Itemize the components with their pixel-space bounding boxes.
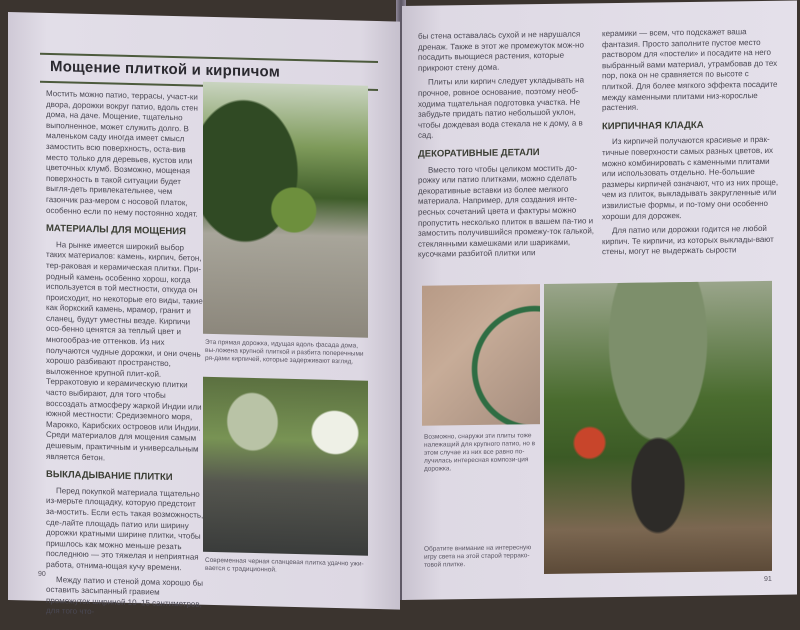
- garden-path-photo: [203, 82, 368, 338]
- right-col1-paragraph-2: Плиты или кирпич следует укладывать на прочное, ровное основание, поэтому необ-ходима тщательная подготовка участка. Не забудьте придать патио небольшой уклон, чтобы дождевая вода стекала не к дому, а в сад.: [418, 75, 585, 141]
- section-heading-tiling: ВЫКЛАДЫВАНИЕ ПЛИТКИ: [46, 469, 173, 484]
- page-number-left: 90: [38, 570, 46, 578]
- caption-mosaic: Возможно, снаружи эти плиты тоже належащий для крупного патио, но в этом случае из них все равно по-лучилась интересная компози-ция дорожка.: [424, 432, 536, 473]
- brick-paragraph-2: Для патио или дорожки годится не любой кирпич. Те кирпичи, из которых выклады-вают стены, могут не выдержать сырости: [602, 223, 774, 257]
- decorative-paragraph: Вместо того чтобы целиком мостить до-рожку или патио плитками, можно сделать декоративные вставки из более мелкого материала. Например, для создания инте-ресных сочетаний цвета и фактуры можно пропустить несколько плиток в вашем па-тио и замостить получившийся промежу-ток галькой, стеклянными камешками или шариками, кусочками разбитой плитки или: [418, 163, 595, 260]
- caption-slate-tiles: Современная черная сланцевая плитка удачно ужи-вается с традиционной.: [205, 556, 364, 574]
- section-heading-brick: КИРПИЧНАЯ КЛАДКА: [602, 119, 704, 132]
- caption-garden-path: Эта прямая дорожка, идущая вдоль фасада дома, вы-ложена крупной плиткой и разбита поперечными ря-дами кирпичей, которые задерживают взгляд.: [205, 338, 364, 366]
- left-page: [8, 12, 400, 617]
- page-number-right: 91: [764, 575, 772, 583]
- right-col1-paragraph-1: бы стена оставалась сухой и не нарушался дренаж. Также в этот же промежуток мож-но посадить вьющиеся растения, которые прикроют стену дома.: [418, 29, 584, 73]
- right-col2-paragraph-1: керамики — всем, что подскажет ваша фантазия. Просто заполните пустое место раствором для «постели» и посадите на него выбранный вами материал, утрамбовав до тех пор, пока он не сравняется по высоте с плиткой. Для более мягкого эффекта посадите между каменными плитами низ-корослые растения.: [602, 27, 778, 113]
- garden-patio-table-photo: [544, 281, 772, 574]
- right-text-column-1: [418, 29, 598, 264]
- right-text-column-2: [602, 27, 782, 262]
- section-heading-decorative: ДЕКОРАТИВНЫЕ ДЕТАЛИ: [418, 147, 540, 160]
- right-page: [402, 0, 797, 600]
- brick-paragraph: Из кирпичей получаются красивые и прак-тичные поверхности самых разных цветов, их можно комбинировать с каменными плитами или использовать отдельно. Не-большие размеры кирпичей означают, что из них проще, чем из плиток, выкладывать закругленные или извилистые формы, и по-тому они особенно хороши для дорожек.: [602, 135, 779, 221]
- intro-paragraph: Мостить можно патио, террасы, участ-ки двора, дорожки вокруг патио, вдоль стен дома, на даче. Мощение, тщательно выполненное, может служить долго. В маленьком саду иногда имеет смысл замостить всю поверхность, оста-вив место только для деревьев, кустов или цветочных клумб. Возможно, мощеная поверхность в такой ситуации будет выгля-деть привлекательнее, чем газончик раз-мером с носовой платок, особенно если по нему постоянно ходят.: [46, 88, 198, 219]
- section-heading-materials: МАТЕРИАЛЫ ДЛЯ МОЩЕНИЯ: [46, 223, 186, 238]
- tiling-paragraph: Перед покупкой материала тщательно из-мерьте площадку, которую предстоит за-мостить. Если есть такая возможность, сде-лайте площадь патио или ширину дорожки кратными ширине плитки, чтобы пришлось как можно меньше резать последнюю — это тяжелая и неприятная работа, отнима-ющая кучу времени.: [46, 485, 204, 573]
- patio-chairs-photo: [203, 377, 368, 556]
- mosaic-tiles-photo: [422, 284, 540, 426]
- caption-terracotta: Обратите внимание на интересную игру света на этой старой террако-товой плитке.: [424, 544, 532, 569]
- materials-paragraph: На рынке имеется широкий выбор таких материалов: камень, кирпич, бетон, тер-раковая и керамическая плитки. При-родный камень особенно хорош, когда используется в той местности, откуда он происходит, но некоторые его виды, такие как йоркский камень, мрамор, гранит и сланец, будут уместны везде. Кирпичи осо-бенно ценятся за теплый цвет и многообраз-ие оттенков. Из них получаются чудные дорожки, и они очень хорошо разбивают пространство, выложенное крупной плит-кой. Терракотовую и керамическую плитки часто выбирают, для того чтобы воссоздать атмосферу жаркой Индии или южной местности: Средиземного моря, Марокко, Карибских островов или Индии. Среди материалов для мощения самым дешевым, практичным и универсальным является бетон.: [46, 239, 203, 462]
- left-text-column: [46, 89, 204, 625]
- tiling-paragraph-2: Между патио и стеной дома хорошо бы оставить засыпанный гравием промежуток шириной 10–15 сантиметров, для того что-: [46, 574, 204, 617]
- page-title: Мощение плиткой и кирпичом: [50, 58, 280, 81]
